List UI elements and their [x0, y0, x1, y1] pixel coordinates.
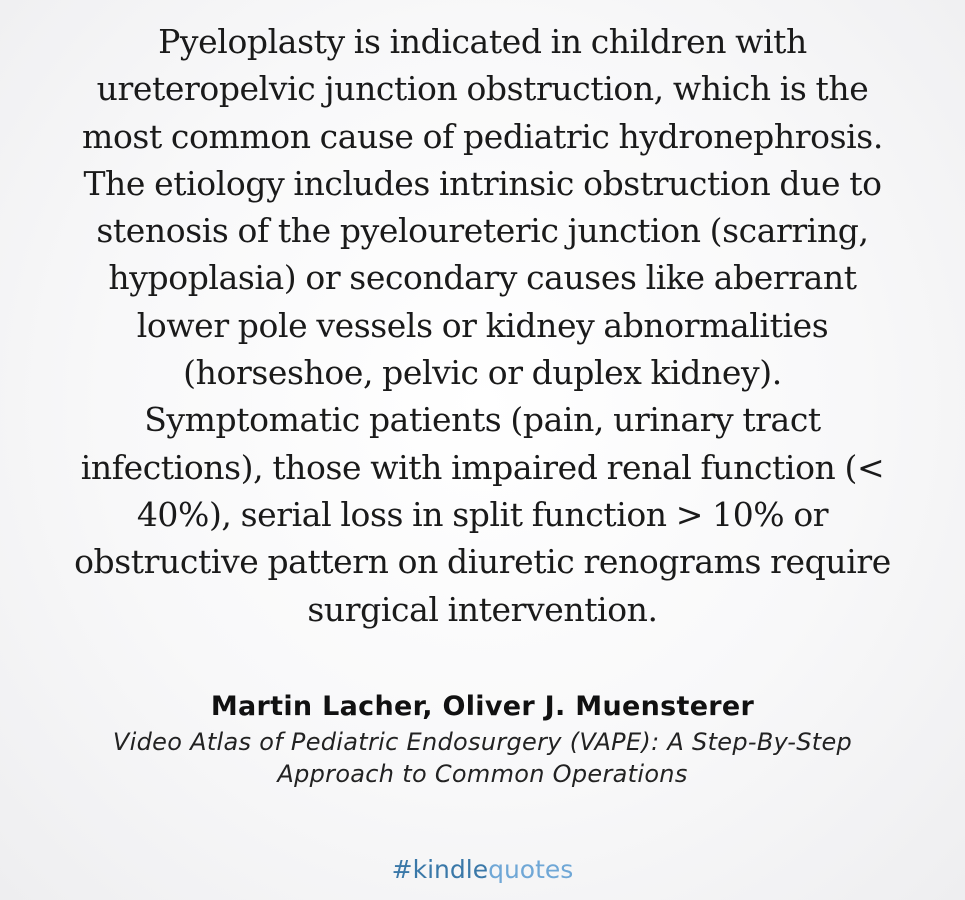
- quote-line: The etiology includes intrinsic obstruction due to: [83, 163, 882, 203]
- hashtag-prefix: #kindle: [391, 855, 489, 884]
- quote-line: lower pole vessels or kidney abnormalities: [136, 305, 829, 345]
- book-title-line: Video Atlas of Pediatric Endosurgery (VAPE): A Step-By-Step: [112, 728, 853, 756]
- quote-line: stenosis of the pyeloureteric junction (scarring,: [96, 211, 869, 251]
- book-title-line: Approach to Common Operations: [277, 760, 688, 788]
- quote-line: obstructive pattern on diuretic renograms require: [74, 542, 891, 582]
- quote-line: 40%), serial loss in split function > 10% or: [136, 494, 829, 534]
- quote-line: infections), those with impaired renal function (<: [80, 447, 885, 487]
- quote-line: ureteropelvic junction obstruction, which is the: [96, 69, 869, 109]
- quote-line: hypoplasia) or secondary causes like aberrant: [108, 258, 857, 298]
- quote-text: [40, 18, 925, 633]
- hashtag-suffix: quotes: [488, 855, 574, 884]
- quote-line: (horseshoe, pelvic or duplex kidney).: [183, 353, 782, 393]
- kindle-quotes-hashtag: [0, 852, 965, 888]
- quote-line: Pyeloplasty is indicated in children with: [158, 22, 807, 61]
- quote-line: Symptomatic patients (pain, urinary tract: [144, 400, 821, 440]
- quote-line: most common cause of pediatric hydronephrosis.: [82, 116, 883, 156]
- quote-line: surgical intervention.: [307, 589, 658, 629]
- author-names: Martin Lacher, Oliver J. Muensterer: [210, 691, 755, 722]
- attribution: [20, 688, 945, 790]
- book-title: [20, 726, 945, 790]
